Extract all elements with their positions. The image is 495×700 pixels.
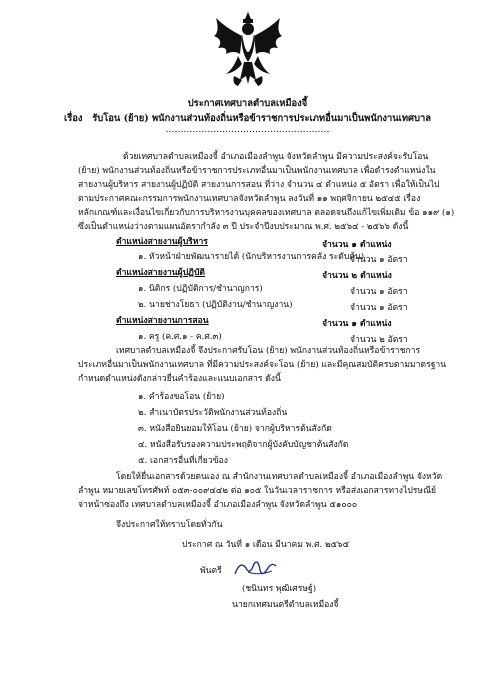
intro-line: ตามประกาศคณะกรรมการพนักงานเทศบาลจังหวัดลำพูน ลงวันที่ ๑๑ พฤศจิกายน ๒๕๔๕ เรื่อง (78, 194, 421, 204)
section-title-teaching: ตำแหน่งสายงานการสอน (116, 316, 209, 326)
document-item: ๔. หนังสือรับรองความประพฤติจากผู้บังคับบัญชาต้นสังกัด (138, 440, 349, 450)
section-count-executive: จำนวน ๑ ตำแหน่ง (322, 240, 392, 250)
announcement-date: ประกาศ ณ วันที่ ๑ เดือน มีนาคม พ.ศ. ๒๕๖๕ (182, 540, 350, 550)
position-item: ๒. นายช่างโยธา (ปฏิบัติงาน/ชำนาญงาน) (138, 300, 293, 310)
position-rate: จำนวน ๑ อัตรา (350, 287, 408, 297)
paragraph-line: ประเภทอื่นมาเป็นพนักงานเทศบาล ที่มีความประสงค์จะโอน (ย้าย) และมีคุณสมบัติครบตามมาตรฐาน (78, 360, 447, 370)
title-separator: ....................................................... (165, 124, 330, 135)
section-count-practitioner: จำนวน ๒ ตำแหน่ง (322, 271, 392, 281)
position-item: ๑. หัวหน้าฝ่ายพัฒนารายได้ (นักบริหารงานการคลัง ระดับต้น) (138, 252, 365, 262)
garuda-emblem (212, 10, 284, 88)
closing-line: จึงประกาศให้ทราบโดยทั่วกัน (116, 520, 223, 530)
subject-text: รับโอน (ย้าย) พนักงานส่วนท้องถิ่นหรือข้าราชการประเภทอื่นมาเป็นพนักงานเทศบาล (92, 113, 431, 124)
position-rate: จำนวน ๒ อัตรา (350, 335, 408, 345)
subject-label: เรื่อง (64, 113, 83, 124)
intro-line: ด้วยเทศบาลตำบลเหมืองจี้ อำเภอเมืองลำพูน จังหวัดลำพูน มีความประสงค์จะรับโอน (123, 152, 429, 162)
document-item: ๓. หนังสือยินยอมให้โอน (ย้าย) จากผู้บริหารต้นสังกัด (138, 424, 332, 434)
section-title-executive: ตำแหน่งสายงานผู้บริหาร (116, 237, 208, 247)
intro-line: ซึ่งเป็นตำแหน่งว่างตามแผนอัตรากำลัง ๓ ปี ประจำปีงบประมาณ พ.ศ. ๒๕๖๔ - ๒๕๖๖ ดังนี้ (78, 222, 409, 232)
signer-rank: พันตรี (200, 566, 222, 576)
paragraph-line: โดยให้ยื่นเอกสารด้วยตนเอง ณ สำนักงานเทศบาลตำบลเหมืองจี้ อำเภอเมืองลำพูน จังหวัด (116, 472, 443, 482)
paragraph-line: จ่าหน้าซองถึง เทศบาลตำบลเหมืองจี้ อำเภอเมืองลำพูน จังหวัดลำพูน ๕๑๐๐๐ (78, 500, 358, 510)
announcement-title: ประกาศเทศบาลตำบลเหมืองจี้ (187, 98, 308, 109)
document-item: ๕. เอกสารอื่นที่เกี่ยวข้อง (138, 456, 228, 466)
signer-name: (ชนินทร พุฒิเศรษฐ์) (242, 584, 317, 594)
paragraph-line: ลำพูน หมายเลขโทรศัพท์ ๐๕๓-๐๐๙๔๔๒ ต่อ ๑๐๕ ในวันเวลาราชการ หรือส่งเอกสารทางไปรษณีย์ (78, 486, 437, 496)
position-rate: จำนวน ๑ อัตรา (350, 303, 408, 313)
document-item: ๒. สำเนาบัตรประวัติพนักงานส่วนท้องถิ่น (138, 408, 288, 418)
section-count-teaching: จำนวน ๑ ตำแหน่ง (322, 319, 392, 329)
paragraph-line: กำหนดตำแหน่งดังกล่าวยื่นคำร้องและแนบเอกสาร ดังนี้ (78, 374, 281, 384)
position-rate: จำนวน ๑ อัตรา (350, 255, 408, 265)
section-title-practitioner: ตำแหน่งสายงานผู้ปฏิบัติ (116, 268, 205, 278)
handwritten-signature (232, 558, 278, 580)
intro-line: หลักเกณฑ์และเงื่อนไขเกี่ยวกับการบริหารงานบุคคลของเทศบาล ตลอดจนถึงแก้ไขเพิ่มเติม ข้อ ๑๑๙ (๑) (78, 208, 455, 218)
signer-position: นายกเทศมนตรีตำบลเหมืองจี้ (232, 600, 339, 610)
paragraph-line: เทศบาลตำบลเหมืองจี้ จึงประกาศรับโอน (ย้าย) พนักงานส่วนท้องถิ่นหรือข้าราชการ (116, 346, 421, 356)
document-item: ๑. คำร้องขอโอน (ย้าย) (138, 392, 225, 402)
intro-line: (ย้าย) พนักงานส่วนท้องถิ่นหรือข้าราชการประเภทอื่นมาเป็นพนักงานเทศบาล เพื่อดำรงตำแหน่งใน (78, 166, 436, 176)
intro-line: สายงานผู้บริหาร สายงานผู้ปฏิบัติ สายงานการสอน ที่ว่าง จำนวน ๔ ตำแหน่ง ๕ อัตรา เพื่อให้เป็นไป (78, 180, 440, 190)
position-item: ๑. ครู (ค.ศ.๑ - ค.ศ.๓) (138, 332, 222, 342)
position-item: ๑. นิติกร (ปฏิบัติการ/ชำนาญการ) (138, 284, 263, 294)
